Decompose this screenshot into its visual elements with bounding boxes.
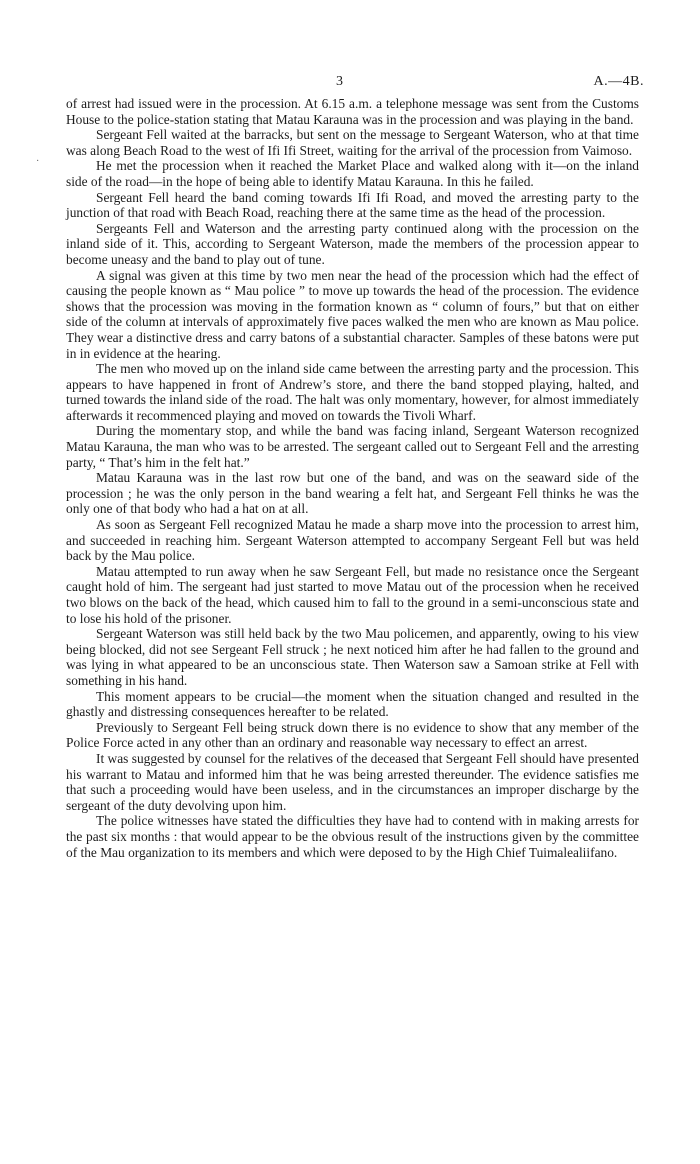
report-body (66, 96, 639, 860)
paragraph: The men who moved up on the inland side came between the arresting party and the procession. This appears to have happened in front of Andrew’s store, and there the band stopped playing, halted, and turned towards the inland side of the road. The halt was only momentary, however, for almost immediately afterwards it recommenced playing and moved on towards the Tivoli Wharf. (66, 361, 639, 423)
paragraph: It was suggested by counsel for the relatives of the deceased that Sergeant Fell should have presented his warrant to Matau and informed him that he was being arrested thereunder. The evidence satisfies me that such a proceeding would have been useless, and in the circumstances an improper discharge by the sergeant of the duty devolving upon him. (66, 750, 639, 813)
paragraph: Previously to Sergeant Fell being struck down there is no evidence to show that any member of the Police Force acted in any other than an ordinary and reasonable way necessary to effect an arrest. (66, 719, 639, 751)
document-reference: A.—4B. (593, 74, 644, 89)
page-number: 3 (336, 74, 344, 89)
paragraph: A signal was given at this time by two men near the head of the procession which had the effect of causing the people known as “ Mau police ” to move up towards the head of the procession. The evidence shows that the procession was moving in the formation known as “ column of fours,” but that on either side of the column at intervals of approximately five paces walked the men who are known as Mau police. They wear a distinctive dress and carry batons of a substantial character. Samples of these batons were put in in evidence at the hearing. (66, 267, 639, 361)
paragraph: Matau Karauna was in the last row but one of the band, and was on the seaward side of the procession ; he was the only person in the band wearing a felt hat, and Sergeant Fell thinks he was the only one of that body who had a hat on at all. (66, 470, 639, 517)
paragraph: Sergeants Fell and Waterson and the arresting party continued along with the procession on the inland side of it. This, according to Sergeant Waterson, made the members of the procession appear to become uneasy and the band to play out of tune. (66, 220, 639, 267)
paragraph: The police witnesses have stated the difficulties they have had to contend with in making arrests for the past six months : that would appear to be the obvious result of the instructions given by the committee of the Mau organization to its members and which were deposed to by the High Chief Tuimalealiifano. (66, 813, 639, 860)
paragraph: He met the procession when it reached the Market Place and walked along with it—on the inland side of the road—in the hope of being able to identify Matau Karauna. In this he failed. (66, 158, 639, 189)
paragraph: As soon as Sergeant Fell recognized Matau he made a sharp move into the procession to arrest him, and succeeded in reaching him. Sergeant Waterson attempted to accompany Sergeant Fell but was held back by the Mau police. (66, 517, 639, 564)
paragraph: Sergeant Fell heard the band coming towards Ifi Ifi Road, and moved the arresting party to the junction of that road with Beach Road, reaching there at the same time as the head of the procession. (66, 189, 639, 221)
paragraph: Matau attempted to run away when he saw Sergeant Fell, but made no resistance once the Sergeant caught hold of him. The sergeant had just started to move Matau out of the procession when he received two blows on the back of the head, which caused him to fall to the ground in a semi-unconscious state and to lose his hold of the prisoner. (66, 563, 639, 626)
paragraph: During the momentary stop, and while the band was facing inland, Sergeant Waterson recognized Matau Karauna, the man who was to be arrested. The sergeant called out to Sergeant Fell and the arresting party, “ That’s him in the felt hat.” (66, 423, 639, 470)
paragraph: Sergeant Waterson was still held back by the two Mau policemen, and apparently, owing to his view being blocked, did not see Sergeant Fell struck ; he next noticed him after he had fallen to the ground and was lying in what appeared to be an unconscious state. Then Waterson saw a Samoan strike at Fell with something in his hand. (66, 626, 639, 688)
margin-mark: · (36, 156, 40, 167)
paragraph: This moment appears to be crucial—the moment when the situation changed and resulted in the ghastly and distressing consequences hereafter to be related. (66, 688, 639, 720)
paragraph: of arrest had issued were in the procession. At 6.15 a.m. a telephone message was sent from the Customs House to the police-station stating that Matau Karauna was in the procession and was playing in the band. (66, 96, 639, 127)
paragraph: Sergeant Fell waited at the barracks, but sent on the message to Sergeant Waterson, who at that time was along Beach Road to the west of Ifi Ifi Street, waiting for the arrival of the procession from Vaimoso. (66, 127, 639, 158)
